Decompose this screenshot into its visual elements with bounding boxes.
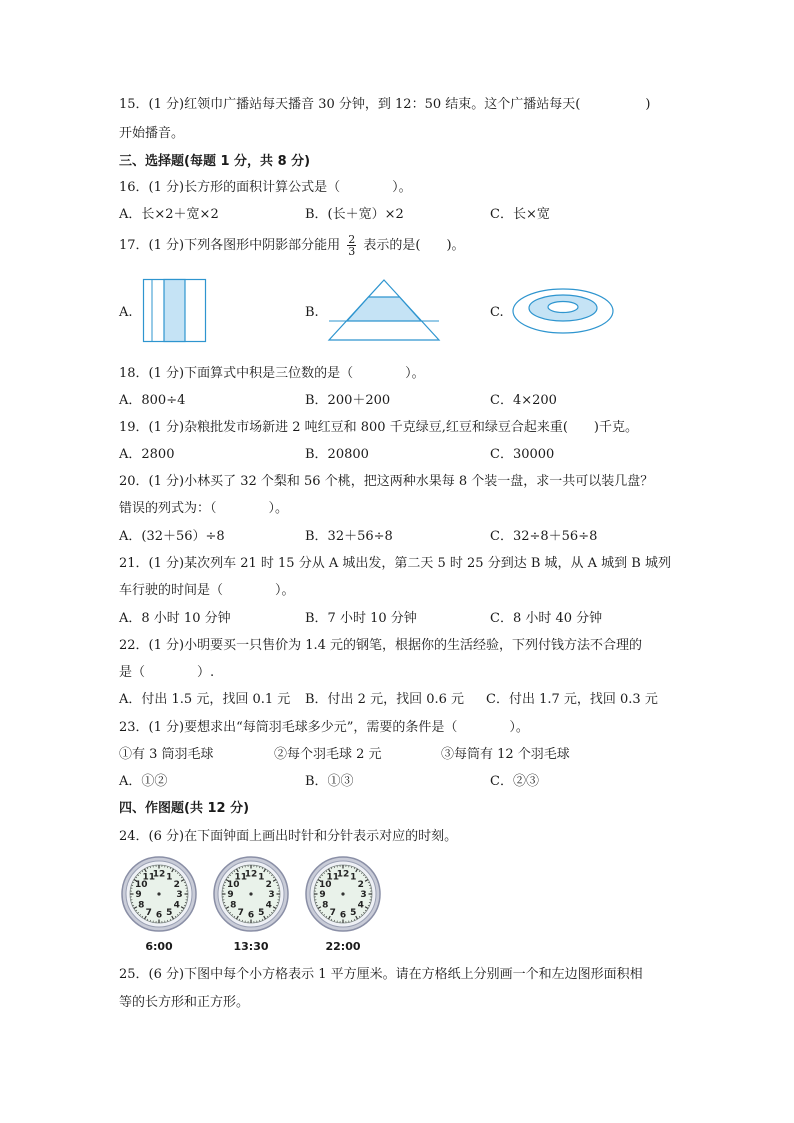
q15-line1: 15．(1 分)红领巾广播站每天播音 30 分钟，到 12：50 结束。这个广播站每天( ) (119, 97, 651, 112)
q20-option-b[interactable]: B．32＋56÷8 (305, 529, 393, 544)
q20-option-c[interactable]: C．32÷8＋56÷8 (490, 529, 598, 544)
clock-number: 6 (339, 910, 347, 921)
clock-number: 8 (322, 900, 329, 911)
section-3-title: 三、选择题(每题 1 分，共 8 分) (119, 154, 311, 169)
clock-number: 2 (357, 879, 364, 890)
q20-line2: 错误的列式为：（ ）。 (119, 501, 289, 516)
q17-stem (119, 234, 465, 257)
q22-option-a[interactable]: A．付出 1.5 元，找回 0.1 元 (119, 692, 291, 707)
q16-stem: 16．(1 分)长方形的面积计算公式是（ ）。 (119, 180, 412, 195)
q18-option-b[interactable]: B．200＋200 (305, 393, 391, 408)
q17-option-a[interactable]: A. (119, 305, 133, 320)
q21-option-a[interactable]: A．8 小时 10 分钟 (119, 611, 231, 626)
clock-number: 4 (357, 900, 364, 911)
clock-number: 9 (135, 890, 142, 901)
q22-option-b[interactable]: B．付出 2 元，找回 0.6 元 (305, 692, 465, 707)
q21-option-b[interactable]: B．7 小时 10 分钟 (305, 611, 417, 626)
clock-number: 9 (227, 890, 234, 901)
clock-number: 4 (265, 900, 272, 911)
clock-time-label: 22:00 (325, 940, 361, 953)
clock-time-label: 13:30 (233, 940, 269, 953)
q19-option-b[interactable]: B．20800 (305, 447, 369, 462)
q19-option-c[interactable]: C．30000 (490, 447, 555, 462)
q22-line1: 22．(1 分)小明要买一只售价为 1.4 元的钢笔，根据你的生活经验，下列付钱方法不合理的 (119, 638, 643, 653)
clock-number: 5 (350, 907, 357, 918)
q23-condition-2: ②每个羽毛球 2 元 (274, 747, 382, 762)
section-4-title: 四、作图题(共 12 分) (119, 801, 250, 816)
q18-option-c[interactable]: C．4×200 (490, 393, 557, 408)
q17-option-b[interactable]: B. (305, 305, 319, 320)
q20-option-a[interactable]: A．(32＋56）÷8 (119, 529, 225, 544)
fraction-numerator: 2 (348, 233, 356, 246)
clock-center-pin (341, 892, 344, 895)
q16-option-a[interactable]: A．长×2＋宽×2 (119, 207, 219, 222)
clock-center-pin (157, 892, 160, 895)
clock-number: 12 (152, 869, 166, 880)
clock-number: 9 (319, 890, 326, 901)
clock-face[interactable] (305, 856, 381, 932)
fraction-denominator: 3 (348, 245, 356, 258)
q17-stem-after: 表示的是( )。 (363, 238, 465, 253)
clock-number: 6 (247, 910, 255, 921)
clock-number: 2 (173, 879, 180, 890)
clock-number: 7 (237, 907, 244, 918)
clock-number: 3 (176, 890, 183, 901)
clock-number: 7 (329, 907, 336, 918)
figure-b-triangle (326, 277, 442, 343)
clock-number: 12 (244, 869, 258, 880)
clock-time-label: 6:00 (145, 940, 173, 953)
q22-option-c[interactable]: C．付出 1.7 元，找回 0.3 元 (486, 692, 658, 707)
q21-option-c[interactable]: C．8 小时 40 分钟 (490, 611, 603, 626)
clock-center-pin (249, 892, 252, 895)
clock-number: 4 (173, 900, 180, 911)
q24-stem: 24．(6 分)在下面钟面上画出时针和分针表示对应的时刻。 (119, 829, 458, 844)
q23-stem: 23．(1 分)要想求出“每筒羽毛球多少元”，需要的条件是（ ）。 (119, 720, 529, 735)
clock-number: 10 (318, 879, 332, 890)
clock-number: 6 (155, 910, 163, 921)
q21-line2: 车行驶的时间是（ ）。 (119, 583, 295, 598)
clock-number: 3 (360, 890, 367, 901)
clock-number: 7 (145, 907, 152, 918)
figure-c-rings (511, 287, 615, 337)
figure-a-rectangle (143, 279, 207, 343)
q22-line2: 是（ ）. (119, 665, 215, 680)
clock-number: 10 (226, 879, 240, 890)
q19-stem: 19．(1 分)杂粮批发市场新进 2 吨红豆和 800 千克绿豆,红豆和绿豆合起来重( )千克。 (119, 420, 638, 435)
clock-number: 10 (134, 879, 148, 890)
clock-number: 12 (336, 869, 350, 880)
q18-option-a[interactable]: A．800÷4 (119, 393, 186, 408)
clock-number: 8 (138, 900, 145, 911)
clock-face[interactable] (213, 856, 289, 932)
q21-line1: 21．(1 分)某次列车 21 时 15 分从 A 城出发，第二天 5 时 25 分到达 B 城，从 A 城到 B 城列 (119, 556, 671, 571)
clock-number: 11 (142, 872, 156, 883)
fraction (347, 234, 356, 257)
clock-number: 1 (258, 872, 265, 883)
q20-line1: 20．(1 分)小林买了 32 个梨和 56 个桃，把这两种水果每 8 个装一盘，求一共可以装几盘？ (119, 474, 654, 489)
clock-face[interactable] (121, 856, 197, 932)
q19-option-a[interactable]: A．2800 (119, 447, 175, 462)
clock-number: 3 (268, 890, 275, 901)
q25-line2: 等的长方形和正方形。 (119, 995, 250, 1010)
q25-line1: 25．(6 分)下图中每个小方格表示 1 平方厘米。请在方格纸上分别画一个和左边图形面积相 (119, 967, 643, 982)
clock-number: 5 (166, 907, 173, 918)
q16-option-c[interactable]: C．长×宽 (490, 207, 550, 222)
q16-option-b[interactable]: B．(长＋宽）×2 (305, 207, 404, 222)
q23-option-a[interactable]: A．①② (119, 774, 168, 789)
clock-number: 11 (234, 872, 248, 883)
clock-number: 1 (166, 872, 173, 883)
q23-option-c[interactable]: C．②③ (490, 774, 539, 789)
q17-option-c[interactable]: C. (490, 305, 504, 320)
q23-condition-1: ①有 3 筒羽毛球 (119, 747, 214, 762)
clock-number: 8 (230, 900, 237, 911)
q15-line2: 开始播音。 (119, 126, 185, 141)
clock-number: 11 (326, 872, 340, 883)
clock-number: 1 (350, 872, 357, 883)
q23-condition-3: ③每筒有 12 个羽毛球 (441, 747, 570, 762)
clock-number: 5 (258, 907, 265, 918)
q17-stem-before: 17．(1 分)下列各图形中阴影部分能用 (119, 238, 341, 253)
q18-stem: 18．(1 分)下面算式中积是三位数的是（ ）。 (119, 366, 425, 381)
clock-number: 2 (265, 879, 272, 890)
q23-option-b[interactable]: B．①③ (305, 774, 354, 789)
